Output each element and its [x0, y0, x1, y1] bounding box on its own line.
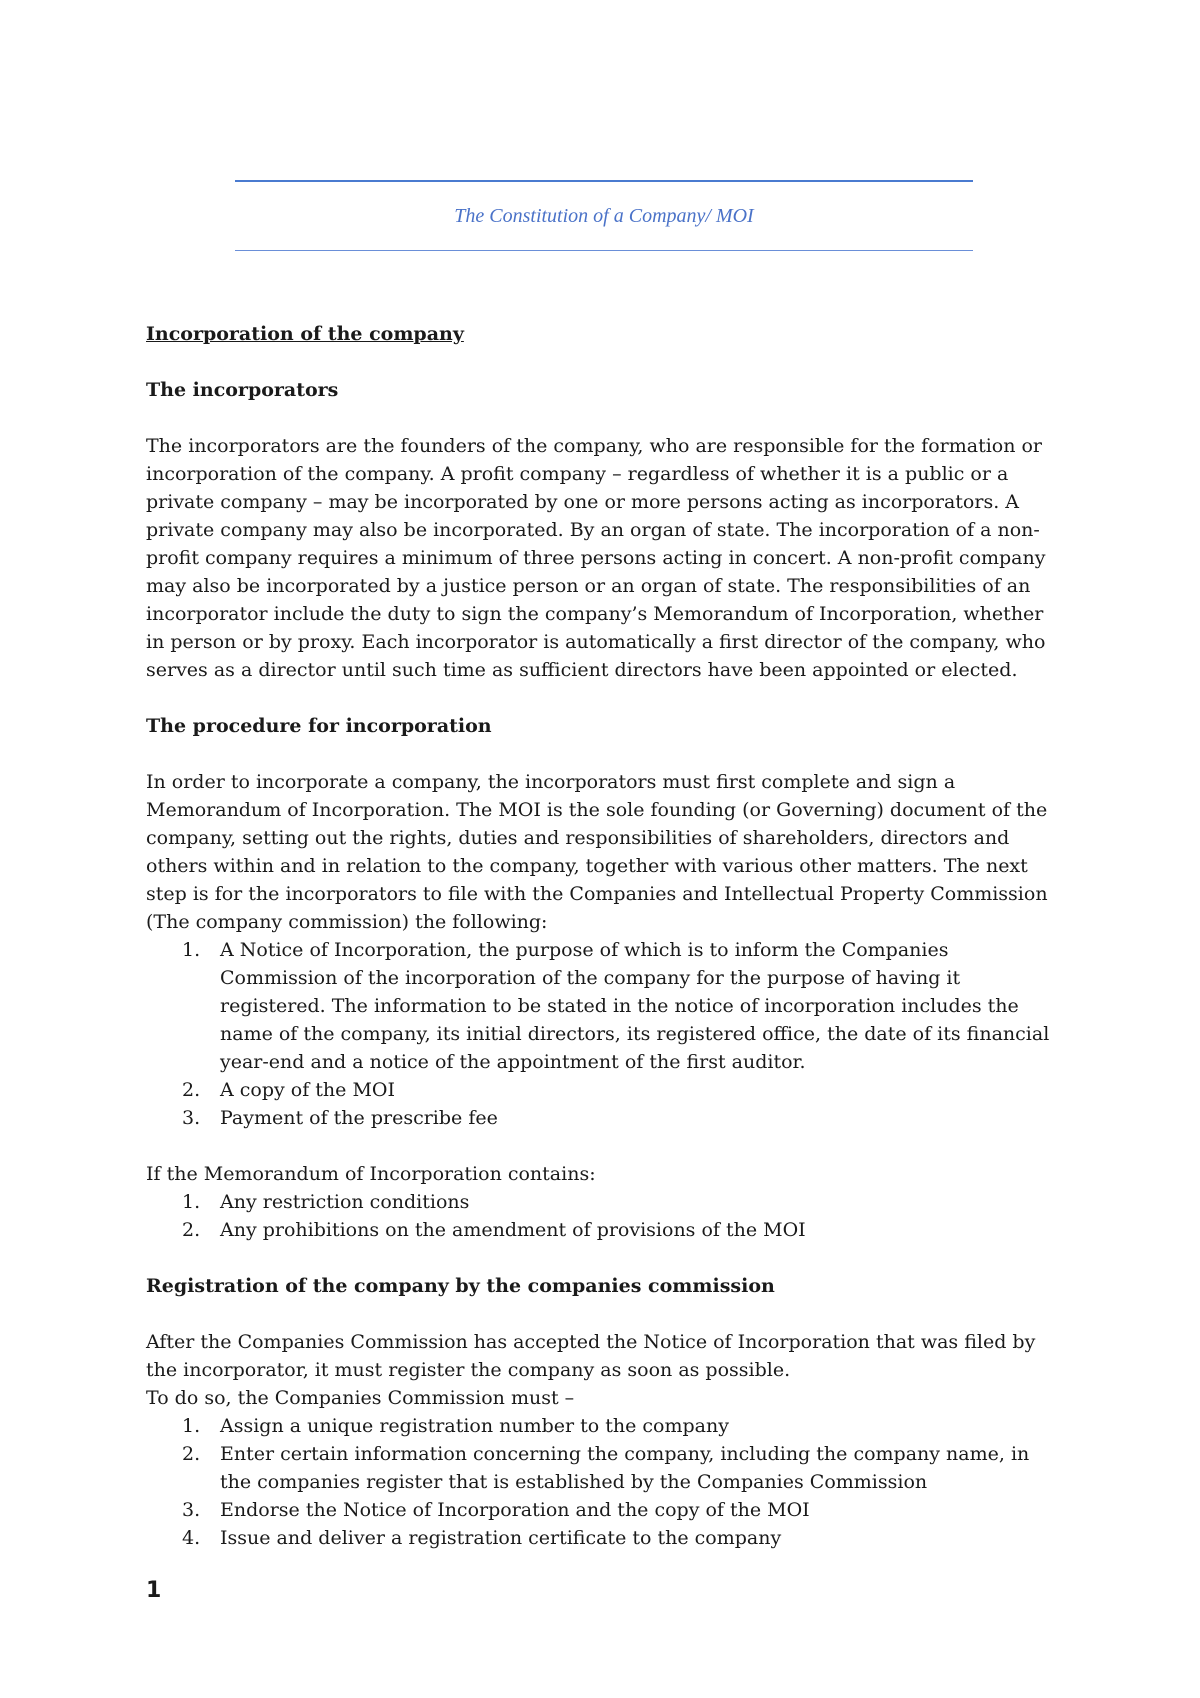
list-text: Assign a unique registration number to the company: [220, 1415, 729, 1437]
list-text: Any prohibitions on the amendment of provisions of the MOI: [220, 1219, 806, 1241]
registration-paragraph: After the Companies Commission has accepted the Notice of Incorporation that was filed by the incorporator, it must register the company as soon as possible.: [146, 1331, 1036, 1381]
document-header: [235, 180, 973, 251]
list-text: A copy of the MOI: [220, 1079, 395, 1101]
list-item: [182, 1076, 1066, 1104]
list-text: Issue and deliver a registration certificate to the company: [220, 1527, 782, 1549]
registration-intro: To do so, the Companies Commission must –: [146, 1387, 575, 1409]
list-item: [182, 1440, 1066, 1496]
condition-intro: If the Memorandum of Incorporation contains:: [146, 1163, 596, 1185]
header-bottom-rule: [235, 250, 973, 251]
procedure-heading: The procedure for incorporation: [146, 715, 492, 737]
list-item: [182, 936, 1066, 1076]
list-number: 3.: [182, 1107, 201, 1129]
incorporators-paragraph: The incorporators are the founders of the company, who are responsible for the formation or incorporation of the company. A profit company – regardless of whether it is a public or a private company – may be incorporated by one or more persons acting as incorporators. A private company may also be incorporated. By an organ of state. The incorporation of a non-profit company requires a minimum of three persons acting in concert. A non-profit company may also be incorporated by a justice person or an organ of state. The responsibilities of an incorporator include the duty to sign the company’s Memorandum of Incorporation, whether in person or by proxy. Each incorporator is automatically a first director of the company, who serves as a director until such time as sufficient directors have been appointed or elected.: [146, 435, 1046, 681]
list-number: 3.: [182, 1499, 201, 1521]
procedure-list: [146, 936, 1066, 1132]
registration-heading: Registration of the company by the companies commission: [146, 1275, 775, 1297]
condition-list: [146, 1188, 1066, 1244]
section-title: Incorporation of the company: [146, 323, 464, 345]
list-text: Enter certain information concerning the company, including the company name, in the companies register that is established by the Companies Commission: [220, 1443, 1030, 1493]
list-number: 1.: [182, 939, 201, 961]
list-text: Payment of the prescribe fee: [220, 1107, 498, 1129]
procedure-paragraph: In order to incorporate a company, the incorporators must first complete and sign a Memorandum of Incorporation. The MOI is the sole founding (or Governing) document of the company, setting out the rights, duties and responsibilities of shareholders, directors and others within and in relation to the company, together with various other matters. The next step is for the incorporators to file with the Companies and Intellectual Property Commission (The company commission) the following:: [146, 771, 1048, 933]
list-item: [182, 1188, 1066, 1216]
list-number: 2.: [182, 1079, 201, 1101]
list-number: 4.: [182, 1527, 201, 1549]
list-item: [182, 1104, 1066, 1132]
list-text: A Notice of Incorporation, the purpose of which is to inform the Companies Commission of the incorporation of the company for the purpose of having it registered. The information to be stated in the notice of incorporation includes the name of the company, its initial directors, its registered office, the date of its financial year-end and a notice of the appointment of the first auditor.: [220, 939, 1050, 1073]
list-item: [182, 1216, 1066, 1244]
list-text: Any restriction conditions: [220, 1191, 470, 1213]
list-number: 1.: [182, 1415, 201, 1437]
document-body: [146, 320, 1066, 1552]
list-item: [182, 1412, 1066, 1440]
page-number: 1: [146, 1578, 162, 1603]
list-item: [182, 1496, 1066, 1524]
header-top-rule: [235, 180, 973, 182]
header-title: The Constitution of a Company/ MOI: [454, 205, 754, 227]
list-number: 1.: [182, 1191, 201, 1213]
registration-list: [146, 1412, 1066, 1552]
list-text: Endorse the Notice of Incorporation and the copy of the MOI: [220, 1499, 810, 1521]
list-number: 2.: [182, 1443, 201, 1465]
list-number: 2.: [182, 1219, 201, 1241]
list-item: [182, 1524, 1066, 1552]
incorporators-heading: The incorporators: [146, 379, 339, 401]
